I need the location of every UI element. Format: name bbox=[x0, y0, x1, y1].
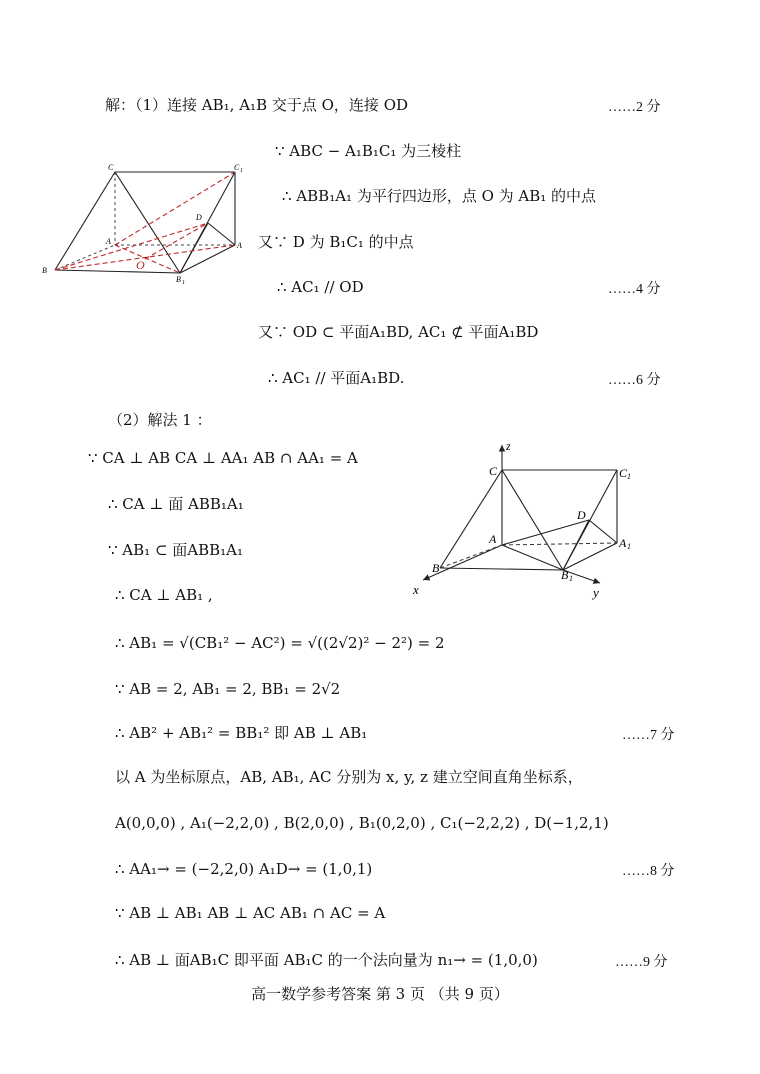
perpendicular-line: ∵ CA ⊥ AB CA ⊥ AA₁ AB ∩ AA₁ = A bbox=[88, 449, 358, 467]
part2-heading: （2）解法 1 ： bbox=[108, 411, 212, 429]
axis-y-label: y bbox=[593, 585, 599, 600]
plane-condition-line: 又∵ OD ⊂ 平面A₁BD, AC₁ ⊄ 平面A₁BD bbox=[258, 323, 539, 341]
score-2: ……2 分 bbox=[608, 100, 661, 115]
solution-intro-line: 解：（1）连接 AB₁, A₁B 交于点 O，连接 OD bbox=[105, 96, 409, 114]
label-b1-sub: 1 bbox=[182, 280, 185, 286]
fig2-label-c: C bbox=[489, 464, 498, 478]
fig2-label-b: B bbox=[432, 561, 440, 575]
fig2-label-b1: B bbox=[561, 568, 569, 582]
fig2-label-a1: A bbox=[619, 536, 627, 550]
normal-vector-line: ∴ AB ⊥ 面AB₁C 即平面 AB₁C 的一个法向量为 n₁→ = (1,0,0) bbox=[115, 951, 538, 969]
label-a: A bbox=[106, 237, 111, 246]
score-8: ……8 分 bbox=[622, 864, 675, 879]
label-c1: C bbox=[234, 163, 240, 172]
ab-perp-line: ∵ AB ⊥ AB₁ AB ⊥ AC AB₁ ∩ AC = A bbox=[115, 904, 386, 922]
pythagoras-line: ∴ AB² + AB₁² = BB₁² 即 AB ⊥ AB₁ bbox=[115, 724, 368, 742]
score-6: ……6 分 bbox=[608, 373, 661, 388]
vectors-line: ∴ AA₁→ = (−2,2,0) A₁D→ = (1,0,1) bbox=[115, 860, 373, 878]
score-9: ……9 分 bbox=[615, 955, 668, 970]
score-7: ……7 分 bbox=[622, 728, 675, 743]
ab1-length-line: ∴ AB₁ = √(CB₁² − AC²) = √((2√2)² − 2²) = 2 bbox=[115, 634, 445, 652]
coordinate-setup-line: 以 A 为坐标原点，AB, AB₁, AC 分别为 x, y, z 建立空间直角坐标系， bbox=[115, 768, 583, 786]
label-a1: A bbox=[237, 241, 242, 250]
label-o: O bbox=[136, 258, 145, 272]
coordinates-line: A(0,0,0) , A₁(−2,2,0) , B(2,0,0) , B₁(0,2,0) , C₁(−2,2,2) , D(−1,2,1) bbox=[115, 814, 609, 832]
fig2-label-c1: C bbox=[619, 466, 628, 480]
lengths-line: ∵ AB = 2, AB₁ = 2, BB₁ = 2√2 bbox=[115, 680, 341, 698]
ab1-in-plane-line: ∵ AB₁ ⊂ 面ABB₁A₁ bbox=[108, 541, 244, 559]
parallel-od-line: ∴ AC₁ // OD bbox=[277, 278, 364, 296]
fig2-label-c1-sub: 1 bbox=[627, 472, 631, 481]
midpoint-d-line: 又∵ D 为 B₁C₁ 的中点 bbox=[258, 233, 414, 251]
prism-figure bbox=[40, 155, 255, 290]
score-4: ……4 分 bbox=[608, 282, 661, 297]
conclusion-line-1: ∴ AC₁ // 平面A₁BD. bbox=[268, 369, 405, 387]
label-c1-sub: 1 bbox=[240, 168, 243, 174]
page-footer: 高一数学参考答案 第 3 页 （共 9 页） bbox=[251, 985, 509, 1003]
label-b1: B bbox=[176, 275, 181, 284]
label-b: B bbox=[42, 266, 47, 275]
label-c: C bbox=[108, 163, 114, 172]
fig2-label-a: A bbox=[489, 532, 497, 546]
ca-perp-ab1-line: ∴ CA ⊥ AB₁ , bbox=[115, 586, 213, 604]
fig2-label-a1-sub: 1 bbox=[627, 542, 631, 551]
ca-perp-plane-line: ∴ CA ⊥ 面 ABB₁A₁ bbox=[108, 495, 244, 513]
label-d: D bbox=[196, 213, 202, 222]
fig2-label-b1-sub: 1 bbox=[569, 574, 573, 583]
fig2-label-d: D bbox=[577, 508, 586, 522]
axis-z-label: z bbox=[506, 439, 511, 453]
prism-statement-line: ∵ ABC − A₁B₁C₁ 为三棱柱 bbox=[275, 142, 462, 160]
coordinate-figure bbox=[405, 435, 645, 605]
axis-x-label: x bbox=[413, 582, 419, 597]
parallelogram-line: ∴ ABB₁A₁ 为平行四边形，点 O 为 AB₁ 的中点 bbox=[282, 187, 597, 205]
